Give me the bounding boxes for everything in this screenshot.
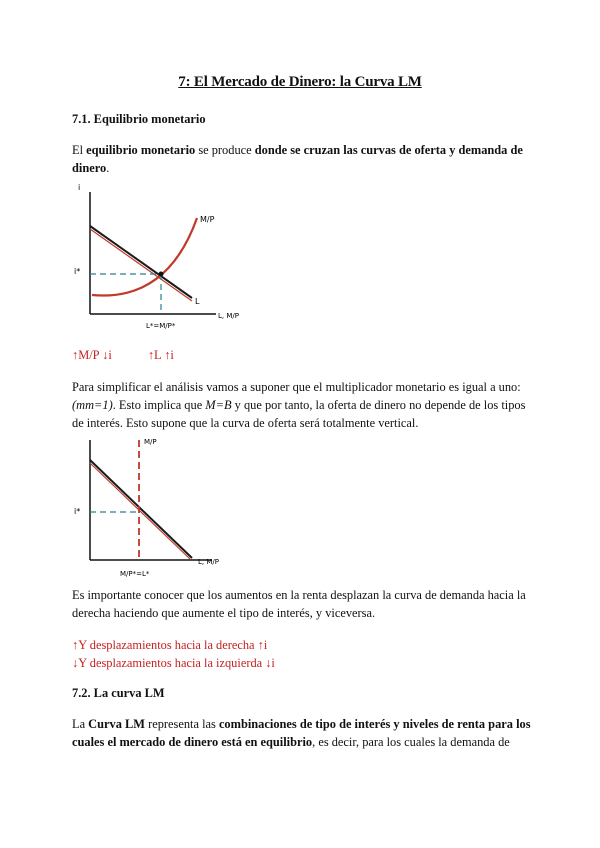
demand-curve-black	[90, 460, 192, 558]
x-axis-label: L, M/P	[198, 558, 219, 566]
paragraph-renta	[72, 586, 528, 622]
text-line: Para simplificar el análisis vamos a suponer que el multiplicador monetario es igual a uno:	[72, 380, 521, 394]
supply-curve-label: M/P	[200, 215, 215, 224]
text: representa las	[144, 717, 219, 731]
bold-text: equilibrio monetario	[86, 143, 196, 157]
section-heading-curva-lm: 7.2. La curva LM	[72, 686, 165, 700]
y-axis-label: i	[78, 183, 81, 192]
equilibrium-interest-label: i*	[74, 507, 81, 516]
text: y que por tanto, la oferta de dinero no depende de los tipos	[231, 398, 526, 412]
italic-text: (mm=1)	[72, 398, 113, 412]
demand-curve-red	[90, 229, 192, 301]
text-line: de interés. Esto supone que la curva de oferta será totalmente vertical.	[72, 416, 419, 430]
bold-text: cuales el mercado de dinero está en equilibrio	[72, 735, 313, 749]
text-line: Es importante conocer que los aumentos en la renta desplazan la curva de demanda hacia la	[72, 588, 526, 602]
equilibrium-point	[159, 272, 164, 277]
arrow-statement-2: ↑L ↑i	[147, 348, 174, 362]
comparative-statics	[72, 346, 528, 364]
vertical-supply-diagram	[72, 434, 262, 584]
section-heading-equilibrio: 7.1. Equilibrio monetario	[72, 112, 206, 126]
arrow-statement-1: ↑M/P ↓i	[72, 348, 112, 362]
paragraph-simplificar	[72, 378, 528, 432]
text-line: derecha haciendo que aumente el tipo de interés, y viceversa.	[72, 606, 376, 620]
demand-curve-red	[90, 463, 190, 559]
bold-text: combinaciones de tipo de interés y niveles de renta para los	[218, 717, 531, 731]
equilibrium-quantity-label: M/P*=L*	[120, 570, 150, 578]
supply-curve	[92, 218, 197, 296]
text: , es decir, para los cuales la demanda de	[312, 735, 510, 749]
bold-text: Curva LM	[88, 717, 145, 731]
italic-text: M=B	[205, 398, 232, 412]
text: El	[72, 143, 87, 157]
text: se produce	[195, 143, 255, 157]
paragraph-curva-lm	[72, 715, 531, 751]
paragraph-equilibrio	[72, 141, 528, 177]
text: . Esto implica que	[112, 398, 206, 412]
shift-left-statement: ↓Y desplazamientos hacia la izquierda ↓i	[72, 656, 275, 670]
demand-curve-label: L	[195, 297, 200, 306]
shift-right-statement: ↑Y desplazamientos hacia la derecha ↑i	[72, 638, 268, 652]
text: La	[72, 717, 89, 731]
supply-label: M/P	[144, 438, 157, 446]
bold-text: dinero	[72, 161, 107, 175]
page-title: 7: El Mercado de Dinero: la Curva LM	[178, 74, 422, 90]
x-axis-label: L, M/P	[218, 312, 239, 320]
equilibrium-interest-label: i*	[74, 267, 81, 276]
text: .	[106, 161, 110, 175]
money-market-equilibrium-diagram	[72, 178, 262, 338]
equilibrium-quantity-label: L*=M/P*	[146, 322, 176, 330]
bold-text: donde se cruzan las curvas de oferta y demanda de	[254, 143, 523, 157]
shift-statements	[72, 636, 528, 672]
